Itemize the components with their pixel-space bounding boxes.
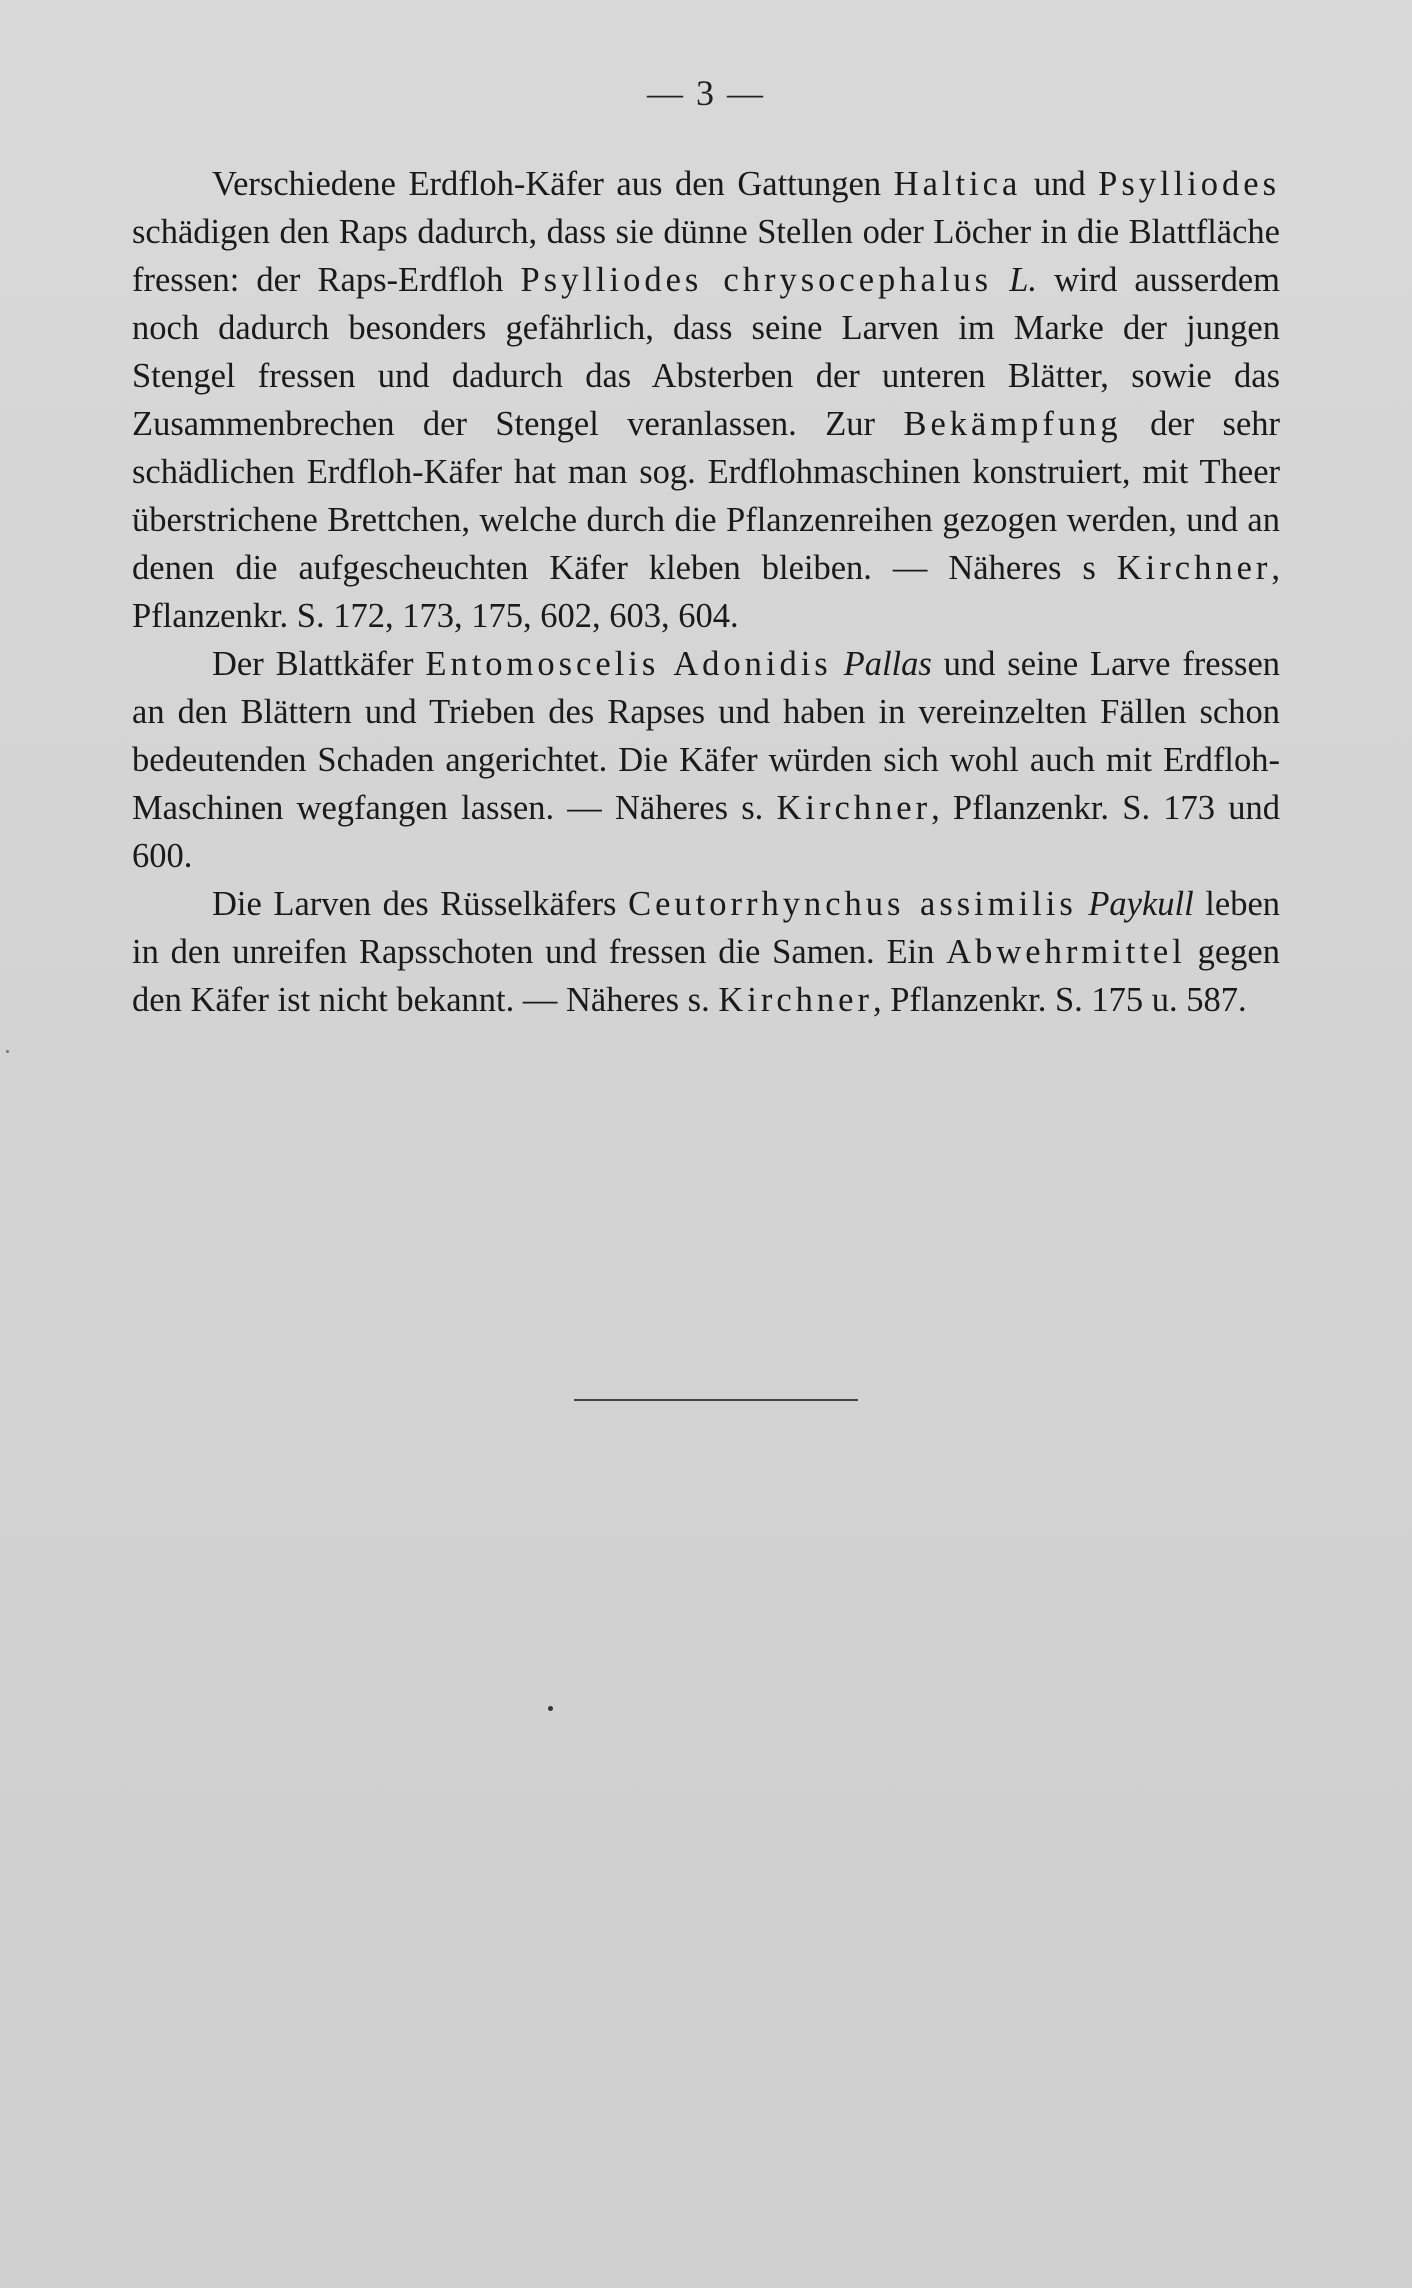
paragraph-erdfloh: [132, 160, 1280, 640]
text-run: , Pflanzenkr. S. 175 u. 587.: [872, 981, 1247, 1019]
text-run: Die Larven des Rüsselkäfers: [212, 885, 629, 923]
spaced-term: Abwehrmittel: [946, 933, 1186, 971]
text-run: [992, 261, 1009, 299]
spaced-term: Kirchner: [776, 789, 932, 827]
text-run: der sehr schädlichen Erdfloh-Käfer hat man sog. Erdflohmaschinen konstruiert, mit Theer überstrichene Brettchen, welche durch die Pflanzenreihen gezogen werden, und an denen die aufgescheuchten Käfer kleben bleiben. — Näheres s: [132, 405, 1281, 587]
italic-term: L.: [1009, 261, 1037, 299]
text-run: und seine Larve fressen an den Blättern und Trieben des Rapses und haben in vereinzelten Fällen schon bedeutenden Schaden angerichtet. Die Käfer würden sich wohl auch mit Erdfloh-Maschinen wegfangen lassen. — Näheres s.: [132, 645, 1281, 827]
body-text: [132, 160, 1280, 1024]
text-run: Verschiedene Erdfloh-Käfer aus den Gattungen: [212, 165, 894, 203]
spaced-term: Kirchner: [1116, 549, 1272, 587]
page-number: — 3 —: [647, 73, 765, 113]
text-run: Der Blattkäfer: [212, 645, 426, 683]
spaced-term: Entomoscelis Adonidis: [425, 645, 832, 683]
paragraph-blattkaefer: [132, 640, 1280, 880]
spaced-term: Bekämpfung: [903, 405, 1122, 443]
spaced-term: Ceutorrhynchus assimilis: [628, 885, 1077, 923]
spaced-term: Kirchner: [718, 981, 873, 1019]
paragraph-ruesselkaefer: [132, 880, 1280, 1024]
paper-speck: [548, 1706, 553, 1711]
section-divider-rule: [574, 1399, 858, 1401]
text-run: [832, 645, 844, 683]
spaced-term: Psylliodes chrysocephalus: [520, 261, 993, 299]
text-run: schädigen den Raps dadurch, dass sie dünne Stellen oder Löcher in die Blattfläche fressen: der Raps-Erdfloh: [132, 213, 1280, 299]
italic-term: Paykull: [1088, 885, 1194, 923]
text-run: , Pflanzenkr. S. 172, 173, 175, 602, 603, 604.: [132, 549, 1280, 635]
text-run: gegen den Käfer ist nicht bekannt. — Näheres s.: [132, 933, 1280, 1019]
text-run: , Pflanzenkr. S. 173 und 600.: [132, 789, 1280, 875]
spaced-term: Psylliodes: [1098, 165, 1281, 203]
text-run: [1077, 885, 1089, 923]
text-run: und: [1021, 165, 1099, 203]
italic-term: Pallas: [843, 645, 932, 683]
text-run: wird ausserdem noch dadurch besonders gefährlich, dass seine Larven im Marke der jungen Stengel fressen und dadurch das Absterben der unteren Blätter, sowie das Zusammenbrechen der Stengel veranlassen. Zur: [132, 261, 1281, 443]
text-run: leben in den unreifen Rapsschoten und fressen die Samen. Ein: [132, 885, 1281, 971]
paper-speck: [6, 1050, 9, 1053]
spaced-term: Haltica: [893, 165, 1022, 203]
